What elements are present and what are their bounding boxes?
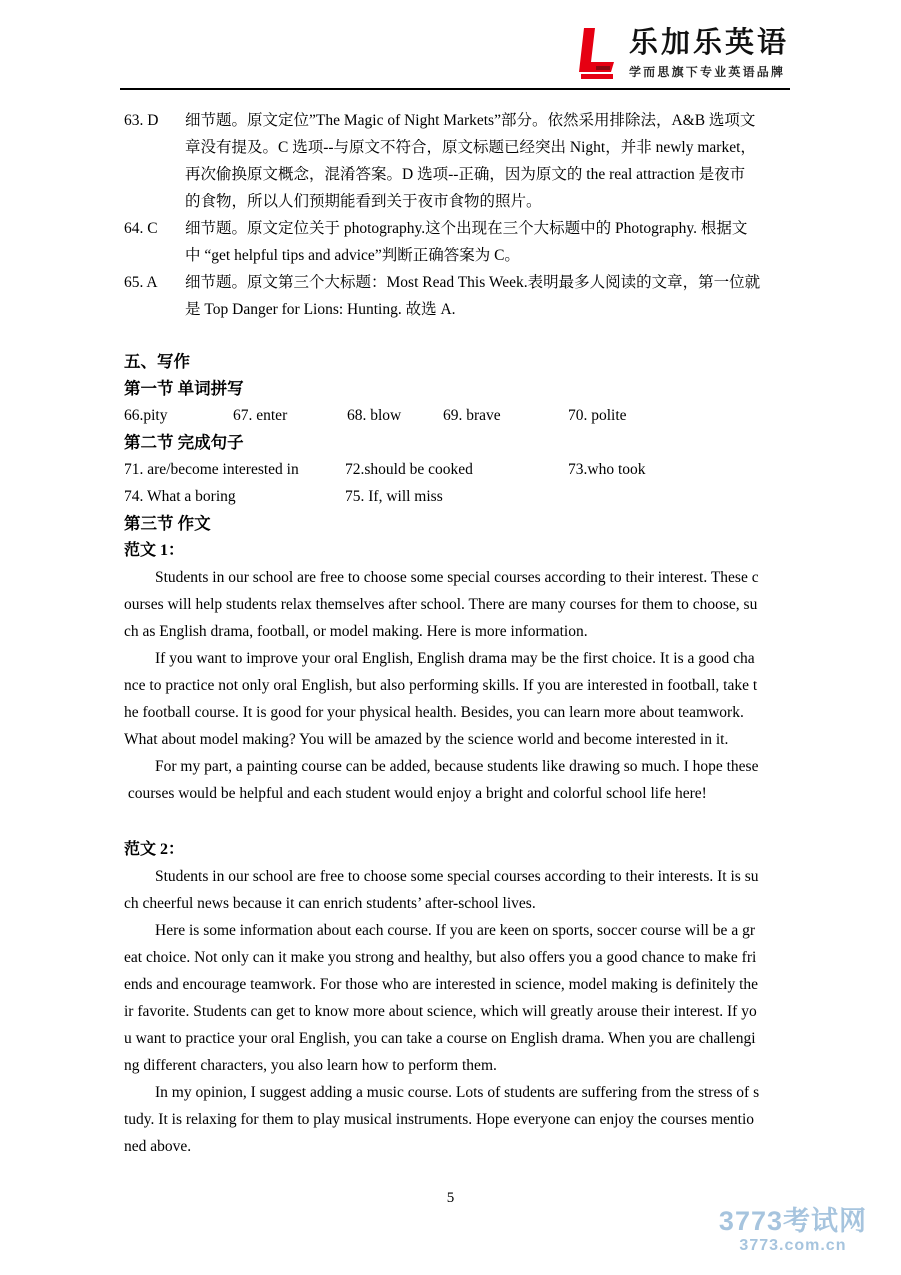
essay1-body (124, 564, 790, 807)
brand-title: 乐加乐英语 (628, 27, 789, 59)
answer-line: 细节题。原文定位关于 photography.这个出现在三个大标题中的 Photography. 根据文 (185, 220, 748, 237)
sentence-item: 74. What a boring (124, 488, 236, 505)
essay-line: Students in our school are free to choose some special courses according to their interest. These c (155, 569, 759, 586)
answer-line: 的食物，所以人们预期能看到关于夜市食物的照片。 (185, 193, 542, 210)
word-item: 67. enter (233, 407, 288, 424)
essay-line: ir favorite. Students can get to know more about science, which will greatly arouse their interest. If yo (124, 1003, 757, 1020)
answer-item-64 (124, 215, 790, 269)
essay-line: If you want to improve your oral English, English drama may be the first choice. It is a good cha (155, 650, 755, 667)
essay-line: tudy. It is relaxing for them to play musical instruments. Hope everyone can enjoy the courses mentio (124, 1111, 755, 1128)
word-item: 66.pity (124, 407, 168, 424)
essay-line: he football course. It is good for your physical health. Besides, you can learn more about teamwork. (124, 704, 744, 721)
header-divider (120, 88, 790, 90)
answer-number: 65. A (124, 274, 158, 291)
essay-line: In my opinion, I suggest adding a music course. Lots of students are suffering from the stress of s (155, 1084, 760, 1101)
answer-line: 中 “get helpful tips and advice”判断正确答案为 C。 (185, 247, 520, 264)
essay1-label: 范文 1： (124, 542, 185, 559)
essay2-label: 范文 2： (124, 841, 185, 858)
answer-line: 再次偷换原文概念，混淆答案。D 选项--正确，因为原文的 the real attraction 是夜市 (185, 166, 746, 183)
sentence-completion-row-1 (124, 456, 790, 483)
answer-explanation (185, 269, 790, 323)
essay2-body (124, 863, 790, 1160)
content-column (124, 107, 790, 1160)
answer-item-63 (124, 107, 790, 215)
brand-logo-icon (576, 26, 622, 80)
answer-explanation (185, 107, 790, 215)
section-title-part2: 第二节 完成句子 (124, 433, 244, 452)
essay-line: eat choice. Not only can it make you strong and healthy, but also offers you a good chance to make fri (124, 949, 757, 966)
section-title-writing: 五、写作 (124, 352, 190, 371)
essay-line: For my part, a painting course can be added, because students like drawing so much. I hope these (155, 758, 759, 775)
answer-line: 细节题。原文第三个大标题：Most Read This Week.表明最多人阅读的文章，第一位就 (185, 274, 761, 291)
word-item: 69. brave (443, 407, 501, 424)
essay-line: nce to practice not only oral English, but also performing skills. If you are interested in football, take t (124, 677, 758, 694)
word-item: 70. polite (568, 407, 627, 424)
sentence-item: 72.should be cooked (345, 461, 473, 478)
essay-line: ch cheerful news because it can enrich students’ after-school lives. (124, 895, 536, 912)
sentence-item: 71. are/become interested in (124, 461, 299, 478)
answer-line: 是 Top Danger for Lions: Hunting. 故选 A. (185, 301, 456, 318)
watermark-site-name: 3773考试网 (718, 1206, 867, 1236)
page-number: 5 (446, 1190, 455, 1206)
essay-line: ng different characters, you also learn how to perform them. (124, 1057, 497, 1074)
sentence-item: 73.who took (568, 461, 646, 478)
essay-line: Here is some information about each course. If you are keen on sports, soccer course will be a gr (155, 922, 755, 939)
sentence-item: 75. If, will miss (345, 488, 443, 505)
essay-line: ned above. (124, 1138, 192, 1155)
essay-line: ourses will help students relax themselves after school. There are many courses for them to choose, su (124, 596, 758, 613)
answer-item-65 (124, 269, 790, 323)
answer-line: 章没有提及。C 选项--与原文不符合，原文标题已经突出 Night，并非 newly market， (185, 139, 756, 156)
essay-line: What about model making? You will be amazed by the science world and become interested in it. (124, 731, 729, 748)
brand-tagline: 学而思旗下专业英语品牌 (628, 65, 786, 79)
answer-number: 63. D (124, 112, 159, 129)
word-item: 68. blow (347, 407, 402, 424)
essay-line: courses would be helpful and each student would enjoy a bright and colorful school life here! (124, 785, 707, 802)
essay-line: ends and encourage teamwork. For those who are interested in science, model making is definitely the (124, 976, 759, 993)
section-title-part1: 第一节 单词拼写 (124, 379, 244, 398)
answer-number: 64. C (124, 220, 158, 237)
answer-explanation (185, 215, 790, 269)
essay-line: ch as English drama, football, or model making. Here is more information. (124, 623, 588, 640)
brand-header (576, 26, 789, 80)
essay-line: u want to practice your oral English, you can take a course on English drama. When you are challengi (124, 1030, 756, 1047)
answer-line: 细节题。原文定位”The Magic of Night Markets”部分。依然采用排除法，A&B 选项文 (185, 112, 756, 129)
watermark (719, 1206, 867, 1256)
section-title-part3: 第三节 作文 (124, 514, 211, 533)
word-spelling-row (124, 402, 790, 429)
brand-text-block (629, 26, 789, 80)
sentence-completion-row-2 (124, 483, 790, 510)
watermark-domain: 3773.com.cn (739, 1237, 847, 1254)
essay-line: Students in our school are free to choose some special courses according to their interests. It is su (155, 868, 759, 885)
